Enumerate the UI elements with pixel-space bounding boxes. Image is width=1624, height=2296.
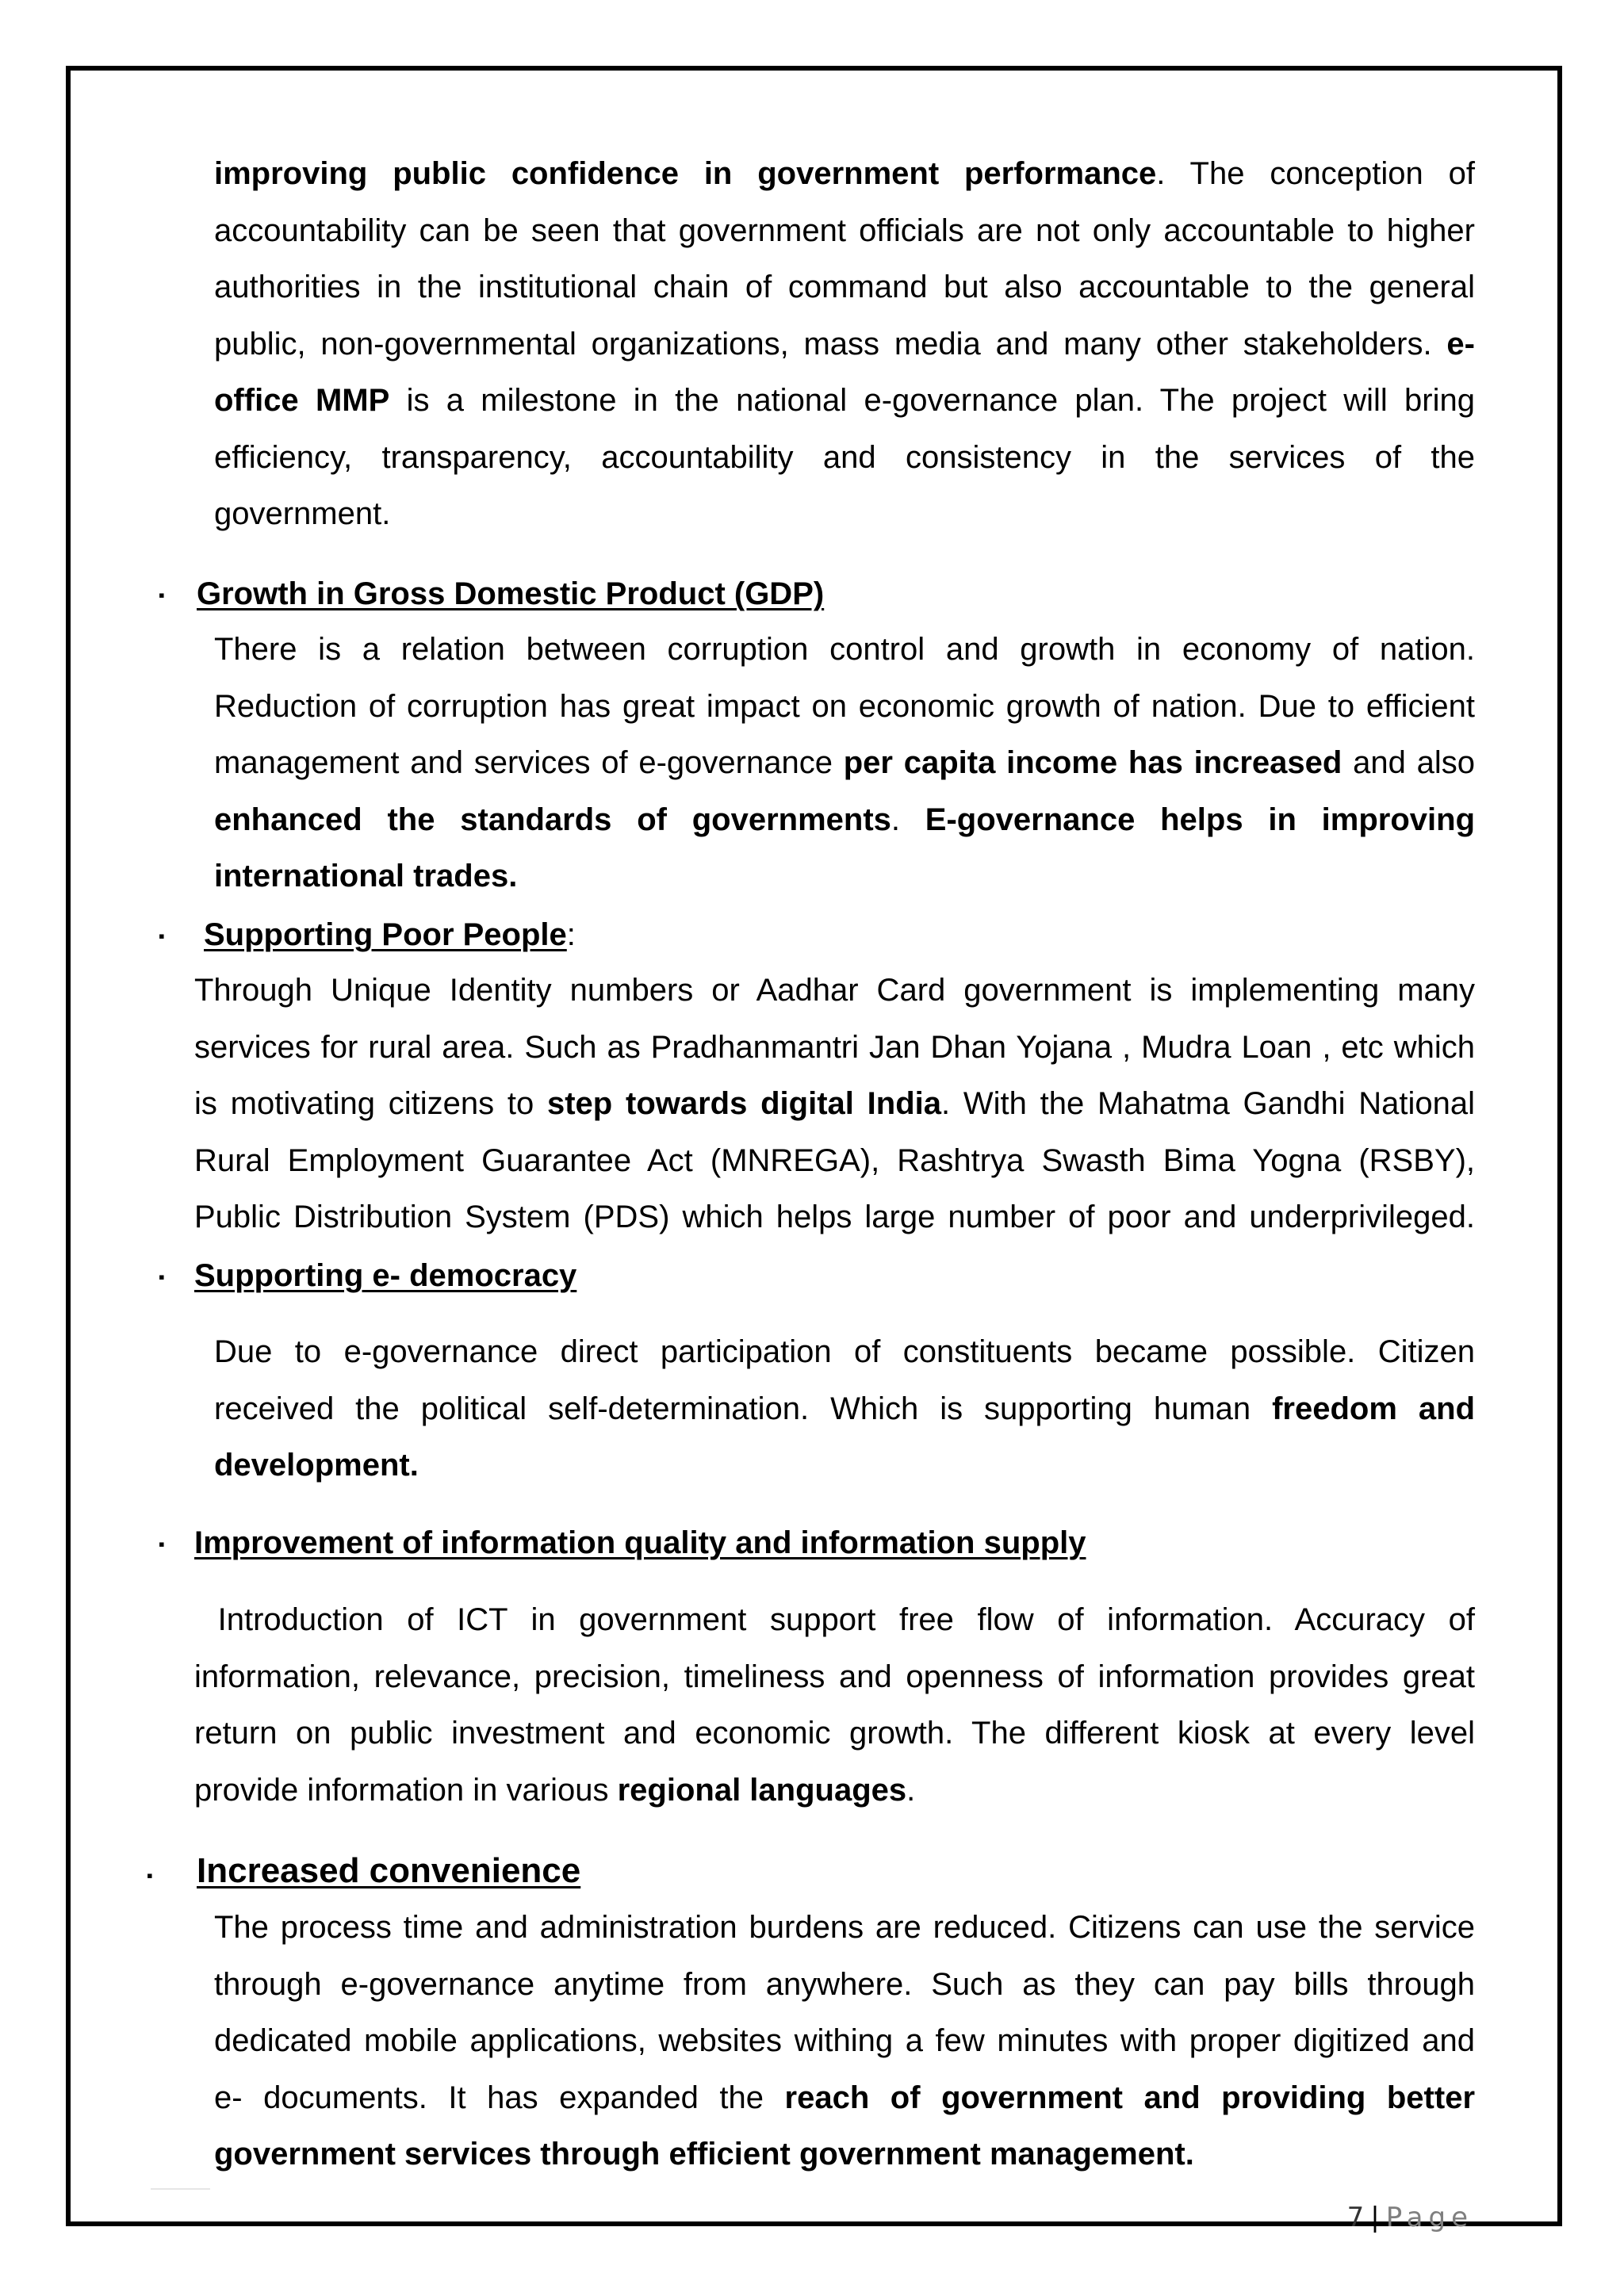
text: and also: [1342, 745, 1476, 780]
paragraph-line: [214, 792, 1475, 849]
page-label: Page: [1385, 2202, 1473, 2233]
paragraph-line: There is a relation between corruption control and growth in economy of nation.: [214, 632, 1475, 667]
text: provide information in various: [194, 1772, 618, 1808]
democracy-paragraph: [214, 1324, 1475, 1494]
bold-text: per capita income has increased: [843, 745, 1342, 780]
text: is a milestone in the national e-governance plan. The project will bring: [389, 383, 1475, 418]
paragraph-line: Reduction of corruption has great impact on economic growth of nation. Due to efficient: [214, 688, 1475, 724]
page-footer: [1347, 2190, 1473, 2247]
paragraph-line: Rural Employment Guarantee Act (MNREGA), Rashtrya Swasth Bima Yogna (RSBY),: [194, 1142, 1475, 1178]
text: . The conception of: [1156, 156, 1475, 191]
bold-text: reach of government and providing better: [784, 2080, 1476, 2115]
section-heading-gdp: Growth in Gross Domestic Product (GDP): [197, 576, 825, 611]
bullet-icon: ▪: [159, 1267, 165, 1287]
paragraph-line: through e-governance anytime from anywhere. Such as they can pay bills through: [214, 1966, 1475, 2002]
paragraph-line: [214, 316, 1475, 373]
bold-text: office MMP: [214, 383, 390, 418]
text: received the political self-determination. Which is supporting human: [214, 1391, 1273, 1426]
paragraph-line: government.: [214, 496, 391, 531]
paragraph-line: authorities in the institutional chain of command but also accountable to the general: [214, 270, 1475, 304]
page-number: 7: [1346, 2202, 1365, 2233]
paragraph-line: Due to e-governance direct participation of constituents became possible. Citizen: [214, 1334, 1475, 1369]
poor-paragraph: [194, 962, 1475, 1246]
footer-separator: |: [1370, 2202, 1380, 2233]
bold-text: regional languages: [617, 1772, 907, 1808]
text: is motivating citizens to: [194, 1086, 547, 1121]
bold-text: international trades.: [214, 859, 518, 894]
bullet-icon: ▪: [159, 1534, 165, 1554]
bullet-icon: ▪: [159, 585, 165, 605]
section-heading-democracy: Supporting e- democracy: [194, 1258, 577, 1293]
bullet-icon: ▪: [147, 1866, 153, 1885]
paragraph-line: The process time and administration burdens are reduced. Citizens can use the service: [214, 1910, 1475, 1945]
bold-text: government services through efficient government management.: [214, 2137, 1194, 2172]
paragraph-line: efficiency, transparency, accountability and consistency in the services of the: [214, 439, 1475, 475]
text: e- documents. It has expanded the: [214, 2080, 785, 2115]
heading-text: Supporting Poor People: [204, 917, 567, 952]
paragraph-line: [214, 373, 1475, 430]
footer-rule: [151, 2188, 210, 2190]
section-heading-poor: [204, 907, 576, 962]
bold-text: development.: [214, 1448, 419, 1483]
bold-text: enhanced the standards of governments: [214, 802, 891, 837]
text: public, non-governmental organizations, mass media and many other stakeholders.: [214, 326, 1447, 362]
paragraph-line: Through Unique Identity numbers or Aadhar Card government is implementing many: [194, 973, 1475, 1008]
paragraph-line: [214, 1381, 1475, 1438]
paragraph-line: [214, 146, 1475, 203]
section-heading-information: Improvement of information quality and information supply: [194, 1525, 1086, 1560]
paragraph-line: Introduction of ICT in government support free flow of information. Accuracy of: [194, 1602, 1475, 1637]
text: management and services of e-governance: [214, 745, 844, 780]
bold-text: improving public confidence in government performance: [214, 156, 1157, 191]
gdp-paragraph: [214, 622, 1475, 905]
paragraph-line: Public Distribution System (PDS) which helps large number of poor and underprivileged.: [194, 1200, 1475, 1234]
paragraph-line: [214, 735, 1475, 792]
paragraph-line: dedicated mobile applications, websites withing a few minutes with proper digitized and: [214, 2023, 1475, 2058]
bold-text: e-: [1446, 326, 1475, 362]
text: .: [906, 1772, 916, 1808]
paragraph-line: accountability can be seen that government officials are not only accountable to higher: [214, 212, 1475, 248]
paragraph-line: [194, 1076, 1475, 1133]
information-paragraph: [194, 1592, 1475, 1819]
section-heading-convenience: Increased convenience: [197, 1851, 581, 1890]
paragraph-line: return on public investment and economic growth. The different kiosk at every level: [194, 1716, 1475, 1751]
paragraph-line: [214, 2126, 1475, 2183]
paragraph-line: [194, 1762, 1475, 1820]
bullet-icon: ▪: [159, 926, 165, 946]
paragraph-line: [214, 848, 1475, 905]
text: . With the Mahatma Gandhi National: [941, 1086, 1476, 1121]
bold-text: E-governance helps in improving: [925, 802, 1475, 837]
bold-text: step towards digital India: [546, 1086, 941, 1121]
heading-suffix: :: [566, 917, 576, 952]
bold-text: freedom and: [1272, 1391, 1476, 1426]
paragraph-line: [214, 2070, 1475, 2127]
convenience-paragraph: [214, 1900, 1475, 2183]
intro-paragraph: [214, 146, 1475, 543]
paragraph-line: [214, 1437, 1475, 1494]
text: .: [891, 802, 925, 837]
paragraph-line: information, relevance, precision, timeliness and openness of information provides great: [194, 1659, 1475, 1694]
paragraph-line: services for rural area. Such as Pradhanmantri Jan Dhan Yojana , Mudra Loan , etc which: [194, 1029, 1475, 1065]
